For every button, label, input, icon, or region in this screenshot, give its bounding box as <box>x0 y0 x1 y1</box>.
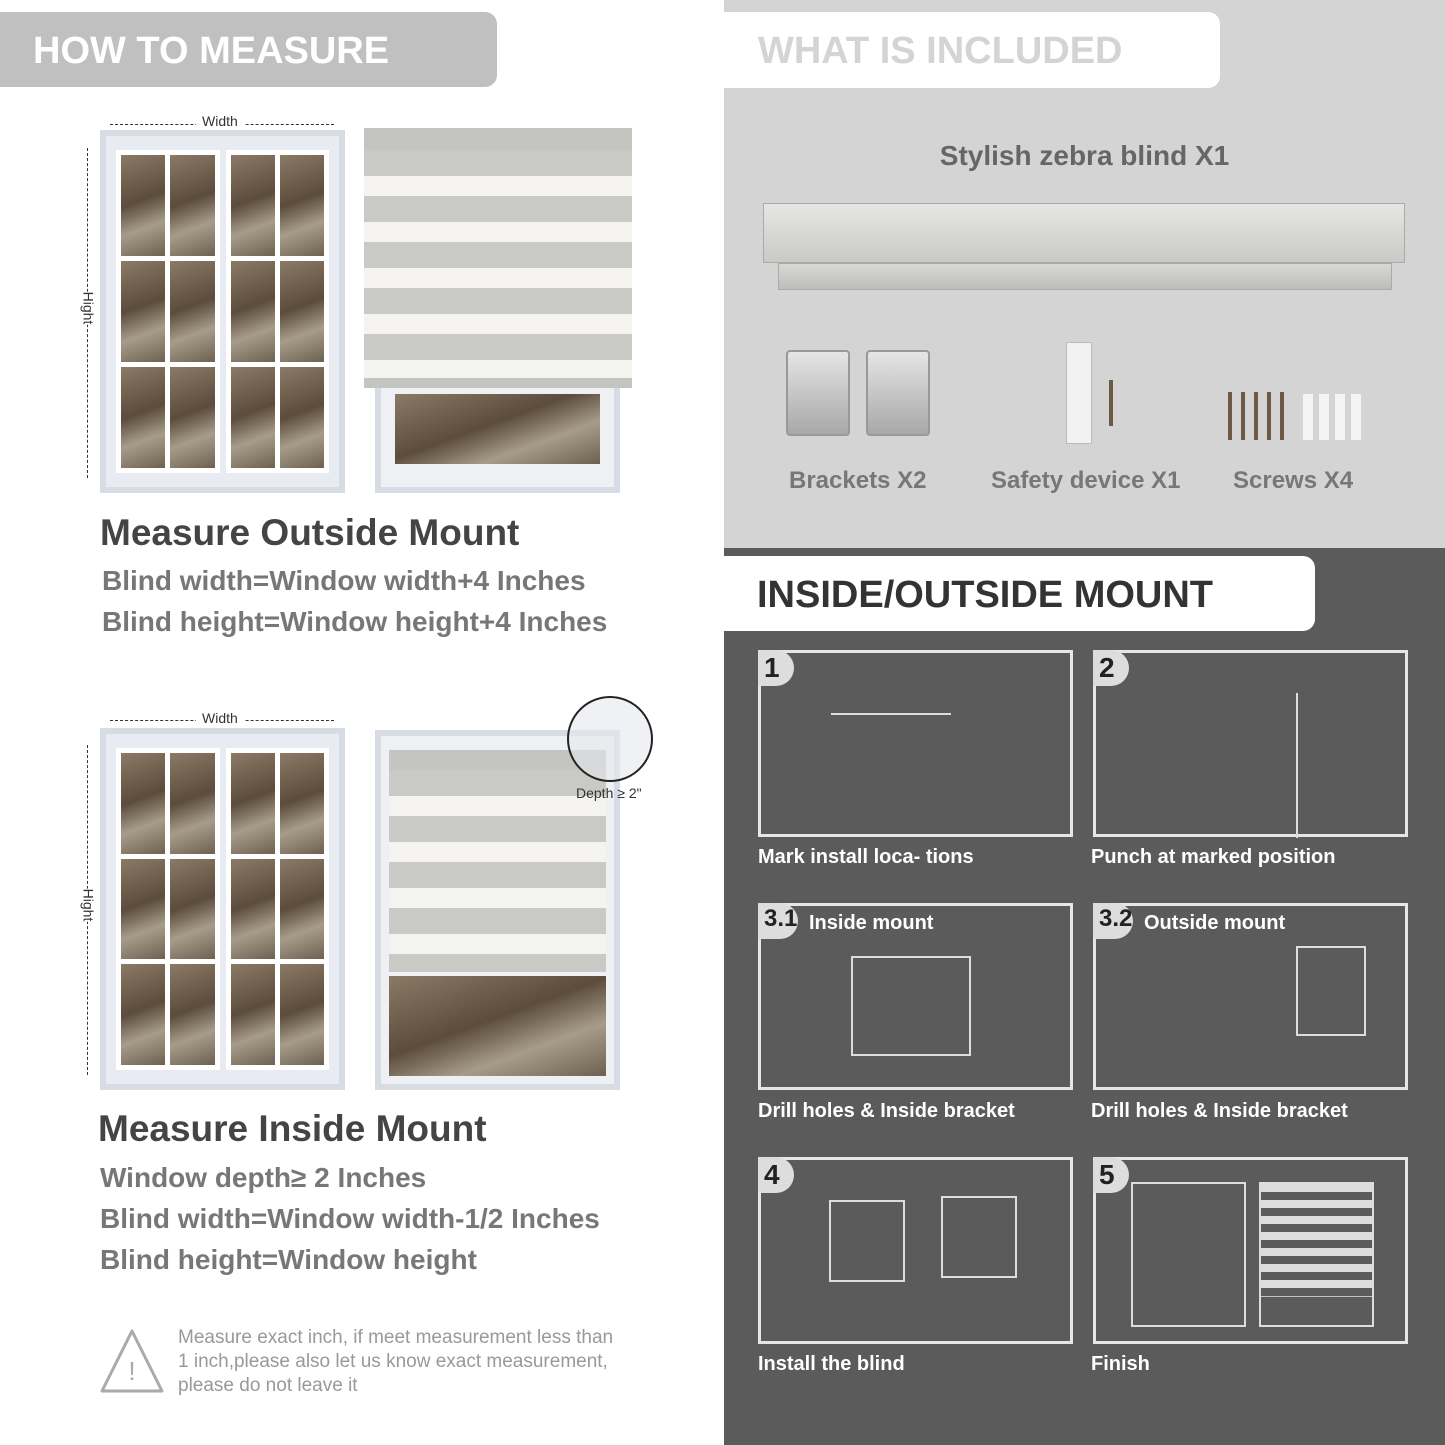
blind-headrail-illustration <box>941 1196 1017 1278</box>
window-image <box>100 728 345 1090</box>
height-label: Hight <box>80 888 97 922</box>
screw-icon <box>1109 380 1113 426</box>
width-label: Width <box>196 113 244 129</box>
outside-mount-line: Blind height=Window height+4 Inches <box>102 606 608 637</box>
frame-line <box>1296 693 1298 838</box>
inside-mount-line: Blind width=Window width-1/2 Inches <box>100 1203 600 1234</box>
outside-mount-heading: Measure Outside Mount <box>100 512 520 553</box>
zebra-blind-image <box>364 128 632 388</box>
window-below-blind <box>375 380 620 493</box>
width-label: Width <box>196 710 244 726</box>
depth-label: Depth ≥ 2" <box>576 785 642 801</box>
inside-mount-line: Blind height=Window height <box>100 1244 477 1275</box>
step-1-illustration <box>758 650 1073 837</box>
blind-headrail-illustration <box>829 1200 905 1282</box>
step-number: 5 <box>1093 1157 1129 1193</box>
safety-device-icon <box>1066 342 1092 444</box>
blind-rail-image <box>763 203 1405 263</box>
section-title: HOW TO MEASURE <box>33 30 390 72</box>
step-label: Install the blind <box>758 1353 905 1375</box>
inside-outside-mount-banner <box>724 556 1315 631</box>
bracket-icon <box>786 350 850 436</box>
height-label: Hight <box>80 291 97 325</box>
step-title: Inside mount <box>809 912 934 934</box>
step-number: 1 <box>758 650 794 686</box>
step-3-1-illustration <box>758 903 1073 1090</box>
step-5-illustration <box>1093 1157 1408 1344</box>
wall-anchors-icon <box>1303 394 1367 440</box>
step-4-illustration <box>758 1157 1073 1344</box>
screws-icon <box>1228 392 1288 440</box>
section-title: WHAT IS INCLUDED <box>758 30 1123 72</box>
step-2-illustration <box>1093 650 1408 837</box>
bracket-illustration <box>851 956 971 1056</box>
inside-mount-line: Window depth≥ 2 Inches <box>100 1162 427 1193</box>
step-number: 2 <box>1093 650 1129 686</box>
item-label: Brackets X2 <box>789 467 927 494</box>
item-label: Safety device X1 <box>991 467 1181 494</box>
svg-text:!: ! <box>128 1356 136 1386</box>
step-number: 4 <box>758 1157 794 1193</box>
step-number: 3.1 <box>758 903 798 939</box>
blind-lowered-illustration <box>1259 1182 1374 1327</box>
bracket-illustration <box>1296 946 1366 1036</box>
inside-mount-heading: Measure Inside Mount <box>98 1108 487 1149</box>
what-is-included-banner <box>724 12 1220 88</box>
step-label: Punch at marked position <box>1091 846 1336 868</box>
step-label: Mark install loca- tions <box>758 846 974 868</box>
bracket-icon <box>866 350 930 436</box>
step-title: Outside mount <box>1144 912 1286 934</box>
blind-item-label: Stylish zebra blind X1 <box>939 140 1230 171</box>
depth-magnifier <box>567 696 653 782</box>
how-to-measure-banner <box>0 12 497 87</box>
step-3-2-illustration <box>1093 903 1408 1090</box>
blind-raised-illustration <box>1131 1182 1246 1327</box>
item-label: Screws X4 <box>1233 467 1354 494</box>
step-label: Finish <box>1091 1353 1150 1375</box>
step-label: Drill holes & Inside bracket <box>1091 1100 1348 1122</box>
step-number: 3.2 <box>1093 903 1133 939</box>
ruler-illustration <box>831 713 951 773</box>
warning-text: Measure exact inch, if meet measurement less than 1 inch,please also let us know exact measurement, please do not leave it <box>178 1327 614 1396</box>
window-image <box>100 130 345 493</box>
outside-mount-line: Blind width=Window width+4 Inches <box>102 565 586 596</box>
blind-bottom-bar-image <box>778 263 1392 290</box>
window-with-inside-blind <box>375 730 620 1090</box>
warning-triangle-icon <box>100 1328 164 1394</box>
section-title: INSIDE/OUTSIDE MOUNT <box>757 574 1214 616</box>
step-label: Drill holes & Inside bracket <box>758 1100 1015 1122</box>
